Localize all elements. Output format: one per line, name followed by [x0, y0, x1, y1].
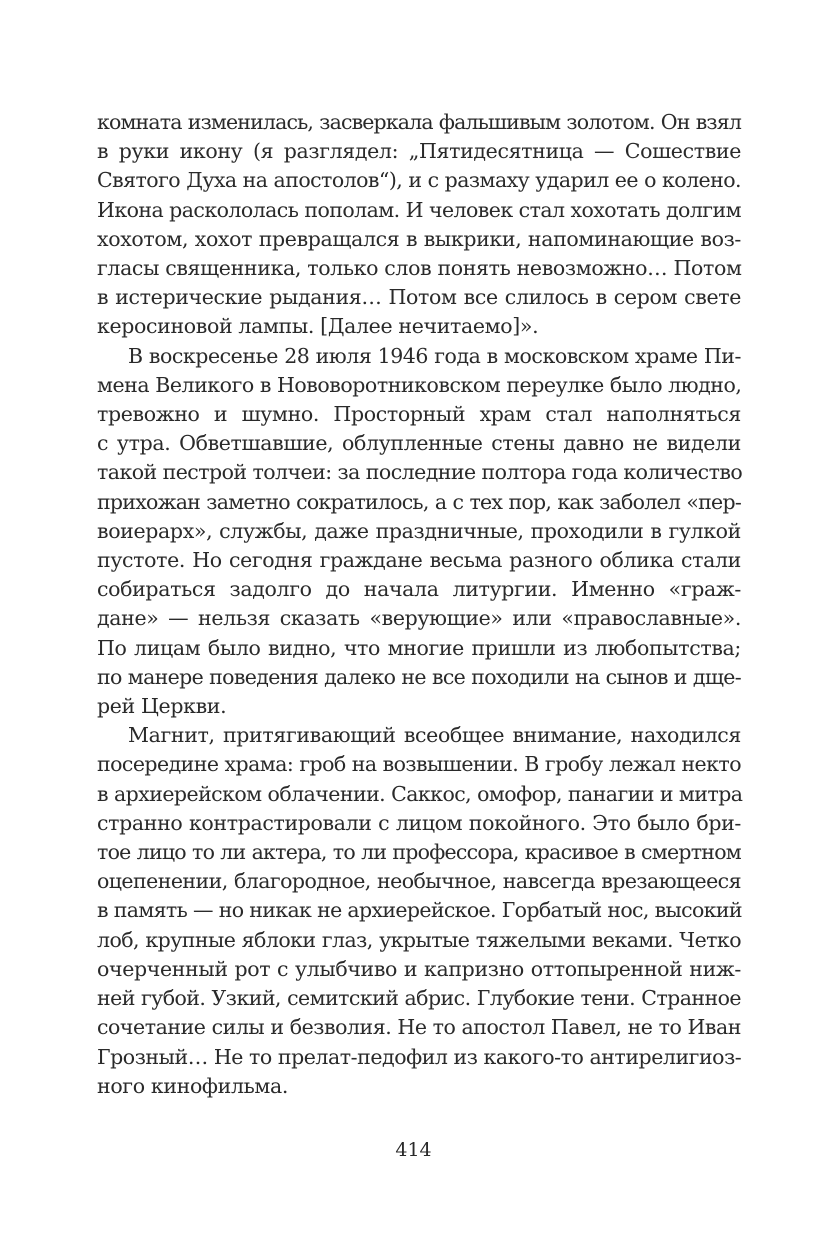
- text-line: в архиерейском облачении. Саккос, омофор, панагии и митра: [97, 781, 743, 806]
- text-line: посередине храма: гроб на возвышении. В гробу лежал некто: [97, 752, 741, 777]
- text-line: тое лицо то ли актера, то ли профессора, красивое в смертном: [97, 840, 741, 865]
- text-line: комната изменилась, засверкала фальшивым золотом. Он взял: [97, 110, 741, 134]
- text-line: Святого Духа на апостолов“), и с размаху ударил ее о колено.: [97, 168, 741, 193]
- text-line: сочетание силы и безволия. Не то апостол Павел, не то Иван: [97, 1015, 741, 1040]
- body-text: [97, 108, 741, 1101]
- paragraph: [97, 108, 741, 342]
- text-line: мена Великого в Нововоротниковском переулке было людно,: [97, 372, 742, 397]
- text-line: лоб, крупные яблоки глаз, укрытые тяжелыми веками. Четко: [97, 927, 741, 952]
- text-line: с утра. Обветшавшие, облупленные стены давно не видели: [97, 431, 741, 456]
- text-line: рей Церкви.: [97, 694, 227, 719]
- text-line: собираться задолго до начала литургии. Именно «граж-: [97, 577, 741, 602]
- text-line: в руки икону (я разглядел: „Пятидесятница — Сошествие: [97, 139, 741, 164]
- text-line: такой пестрой толчеи: за последние полтора года количество: [97, 460, 743, 485]
- text-line: В воскресенье 28 июля 1946 года в московском храме Пи-: [128, 343, 741, 368]
- text-line: очерченный рот с улыбчиво и капризно оттопыренной ниж-: [97, 956, 741, 981]
- text-line: по манере поведения далеко не все походили на сынов и дще-: [97, 664, 741, 689]
- text-line: в истерические рыдания… Потом все слилось в сером свете: [97, 285, 741, 310]
- text-line: ней губой. Узкий, семитский абрис. Глубокие тени. Странное: [97, 986, 741, 1011]
- text-line: Грозный… Не то прелат-педофил из какого-то антирелигиоз-: [97, 1044, 742, 1069]
- text-line: керосиновой лампы. [Далее нечитаемо]».: [97, 314, 539, 339]
- text-line: хохотом, хохот превращался в выкрики, напоминающие воз-: [97, 226, 741, 251]
- text-line: По лицам было видно, что многие пришли из любопытства;: [97, 635, 741, 660]
- text-line: Икона раскололась пополам. И человек стал хохотать долгим: [97, 197, 741, 222]
- page-number: 414: [395, 1139, 432, 1161]
- text-line: в память — но никак не архиерейское. Горбатый нос, высокий: [97, 898, 742, 923]
- text-line: пустоте. Но сегодня граждане весьма разного облика стали: [97, 548, 741, 573]
- paragraph: [97, 342, 741, 722]
- text-line: оцепенении, благородное, необычное, навсегда врезающееся: [97, 869, 741, 894]
- text-line: тревожно и шумно. Просторный храм стал наполняться: [97, 402, 741, 427]
- text-line: воиерарх», службы, даже праздничные, проходили в гулкой: [97, 518, 741, 543]
- text-line: ного кинофильма.: [97, 1073, 289, 1098]
- paragraph: [97, 721, 741, 1101]
- text-line: Магнит, притягивающий всеобщее внимание, находился: [128, 723, 741, 748]
- text-line: странно контрастировали с лицом покойного. Это было бри-: [97, 810, 741, 835]
- text-line: гласы священника, только слов понять невозможно… Потом: [97, 256, 742, 281]
- text-line: прихожан заметно сократилось, а с тех пор, как заболел «пер-: [97, 489, 741, 514]
- text-line: дане» — нельзя сказать «верующие» или «православные».: [97, 606, 741, 631]
